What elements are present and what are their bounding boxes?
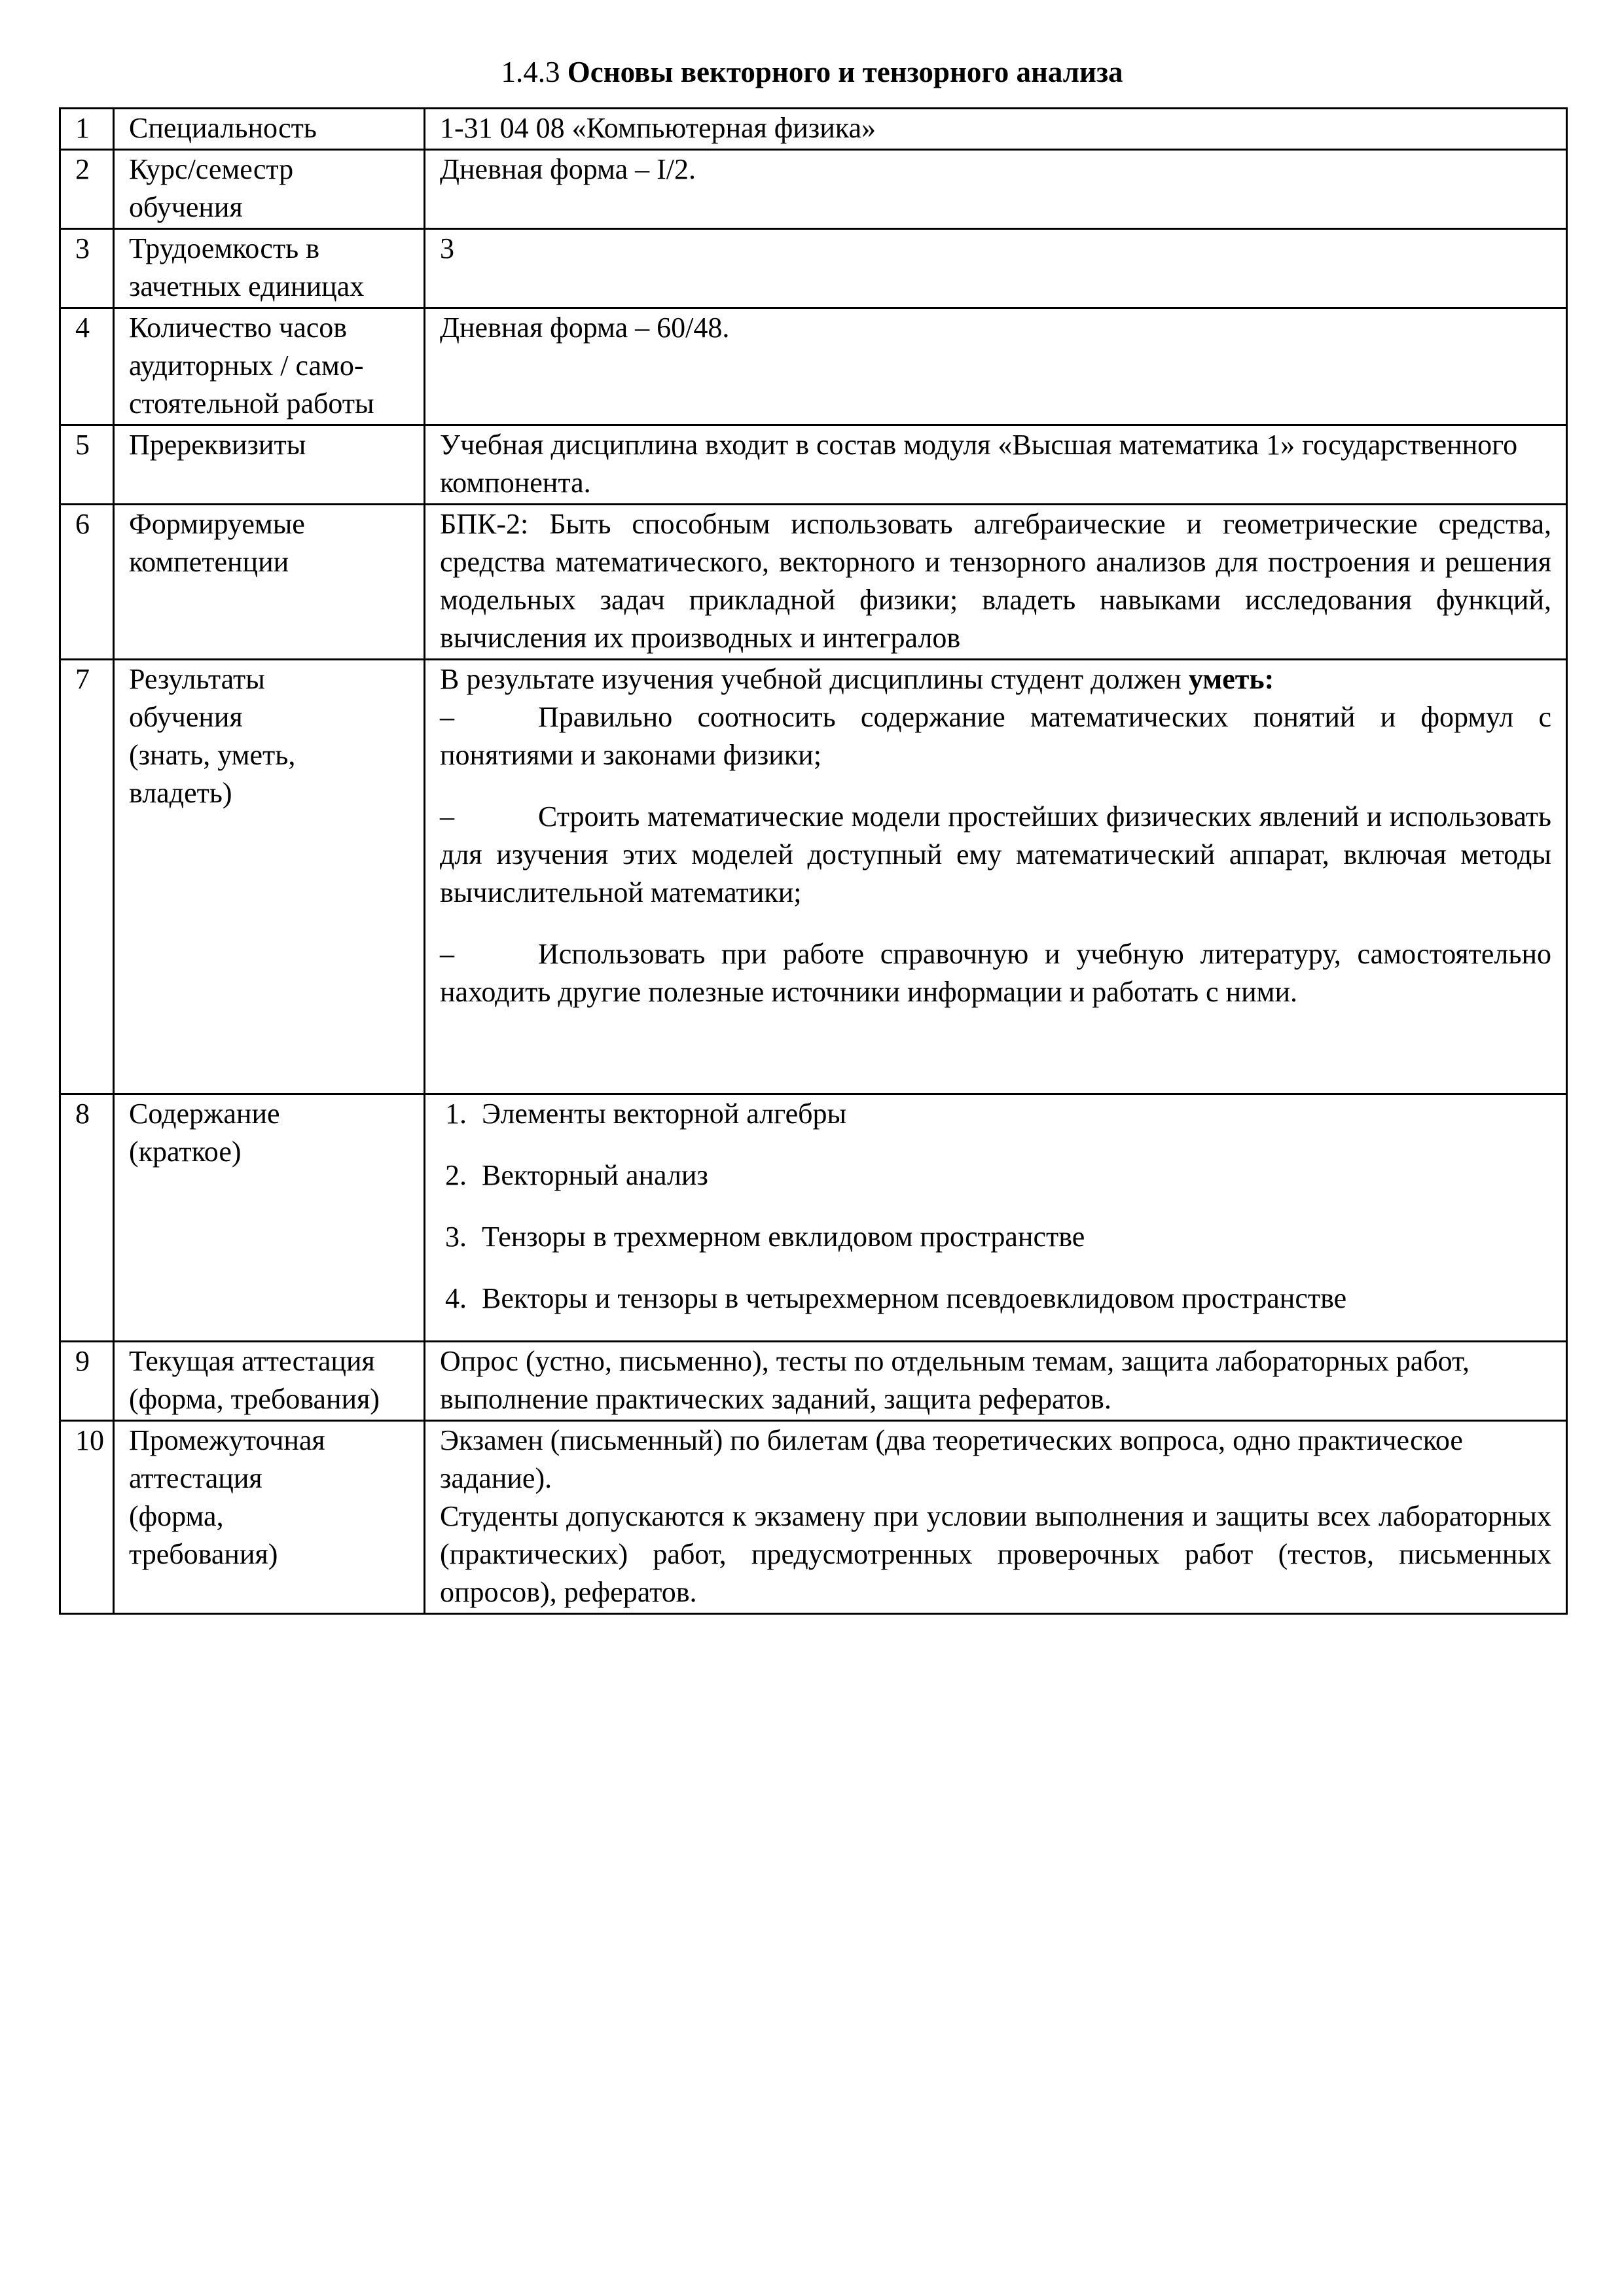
title-number: 1.4.3 xyxy=(501,56,560,88)
list-item xyxy=(440,1095,1551,1133)
dash-marker: – xyxy=(440,938,454,970)
row-label xyxy=(114,1094,425,1342)
table-row xyxy=(60,150,1567,229)
row-number: 3 xyxy=(60,229,114,308)
list-item-text: Правильно соотносить содержание математических понятий и формул с понятиями и законами физики; xyxy=(440,701,1551,771)
row-label xyxy=(114,1421,425,1614)
list-item xyxy=(440,798,1551,912)
row-label xyxy=(114,150,425,229)
row-number: 10 xyxy=(60,1421,114,1614)
table-row xyxy=(60,1421,1567,1614)
row-value xyxy=(425,660,1567,1094)
exam-description: Экзамен (письменный) по билетам (два теоретических вопроса, одно практическое задание). xyxy=(440,1424,1463,1494)
intro-text: В результате изучения учебной дисциплины студент должен xyxy=(440,663,1182,695)
row-label xyxy=(114,109,425,150)
list-item xyxy=(440,1218,1551,1256)
row-label-text: Курс/семестр обучения xyxy=(129,153,294,223)
table-row xyxy=(60,505,1567,660)
discipline-table xyxy=(59,107,1568,1615)
dash-marker: – xyxy=(440,701,454,733)
row-number: 2 xyxy=(60,150,114,229)
row-value xyxy=(425,1421,1567,1614)
row-number: 5 xyxy=(60,425,114,505)
exam-requirements: Студенты допускаются к экзамену при условии выполнения и защиты всех лабораторных (практических) работ, предусмотренных проверочных работ (тестов, письменных опросов), рефератов. xyxy=(440,1500,1551,1608)
table-row xyxy=(60,1342,1567,1421)
row-label-text: Количество часов аудиторных / само-стоятельной работы xyxy=(129,312,374,420)
intro-bold: уметь: xyxy=(1188,663,1274,695)
list-item-text: Использовать при работе справочную и учебную литературу, самостоятельно находить другие полезные источники информации и работать с ними. xyxy=(440,938,1551,1008)
document-title xyxy=(0,52,1624,92)
row-value: Учебная дисциплина входит в состав модуля «Высшая математика 1» государственного компонента. xyxy=(425,425,1567,505)
list-item-number: 2. xyxy=(445,1159,467,1191)
row-label-text: Формируемые компетенции xyxy=(129,508,305,578)
row-number: 6 xyxy=(60,505,114,660)
list-item xyxy=(440,1280,1551,1318)
list-item-text: Векторы и тензоры в четырехмерном псевдоевклидовом пространстве xyxy=(482,1282,1347,1314)
list-item-text: Элементы векторной алгебры xyxy=(482,1098,847,1130)
list-item xyxy=(440,698,1551,774)
table-row xyxy=(60,308,1567,425)
list-item-number: 3. xyxy=(445,1221,467,1253)
list-item-number: 4. xyxy=(445,1282,467,1314)
table-row xyxy=(60,425,1567,505)
row-label-text: Результаты обучения (знать, уметь, владеть) xyxy=(129,663,296,809)
table-row xyxy=(60,1094,1567,1342)
row-label: Текущая аттестация (форма, требования) xyxy=(114,1342,425,1421)
list-item xyxy=(440,1157,1551,1194)
row-value: Дневная форма – I/2. xyxy=(425,150,1567,229)
row-value xyxy=(425,1094,1567,1342)
list-item xyxy=(440,935,1551,1011)
row-label-text: Промежуточная аттестация (форма, требования) xyxy=(129,1424,325,1570)
table-row xyxy=(60,229,1567,308)
table-row xyxy=(60,109,1567,150)
row-value: Дневная форма – 60/48. xyxy=(425,308,1567,425)
row-label-text: Трудоемкость в зачетных единицах xyxy=(129,232,365,302)
list-item-text: Строить математические модели простейших физических явлений и использовать для изучения этих моделей доступный ему математический аппарат, включая методы вычислительной математики; xyxy=(440,800,1551,908)
row-value: 3 xyxy=(425,229,1567,308)
row-number: 7 xyxy=(60,660,114,1094)
learning-outcomes-intro xyxy=(440,660,1551,698)
dash-marker: – xyxy=(440,800,454,833)
list-item-number: 1. xyxy=(445,1098,467,1130)
row-number: 4 xyxy=(60,308,114,425)
row-number: 8 xyxy=(60,1094,114,1342)
row-label: Пререквизиты xyxy=(114,425,425,505)
row-number: 1 xyxy=(60,109,114,150)
list-item-text: Тензоры в трехмерном евклидовом пространстве xyxy=(482,1221,1085,1253)
list-item-text: Векторный анализ xyxy=(482,1159,708,1191)
row-value: 1-31 04 08 «Компьютерная физика» xyxy=(425,109,1567,150)
row-label-text: Специальность xyxy=(129,112,317,144)
row-value: БПК-2: Быть способным использовать алгебраические и геометрические средства, средства математического, векторного и тензорного анализов для построения и решения модельных задач прикладной физики; владеть навыками исследования функций, вычисления их производных и интегралов xyxy=(425,505,1567,660)
row-value: Опрос (устно, письменно), тесты по отдельным темам, защита лабораторных работ, выполнение практических заданий, защита рефератов. xyxy=(425,1342,1567,1421)
title-text: Основы векторного и тензорного анализа xyxy=(567,56,1123,88)
row-label xyxy=(114,660,425,1094)
row-number: 9 xyxy=(60,1342,114,1421)
table-row xyxy=(60,660,1567,1094)
row-label-text: Содержание (краткое) xyxy=(129,1098,280,1168)
row-label xyxy=(114,308,425,425)
row-label xyxy=(114,505,425,660)
row-label xyxy=(114,229,425,308)
